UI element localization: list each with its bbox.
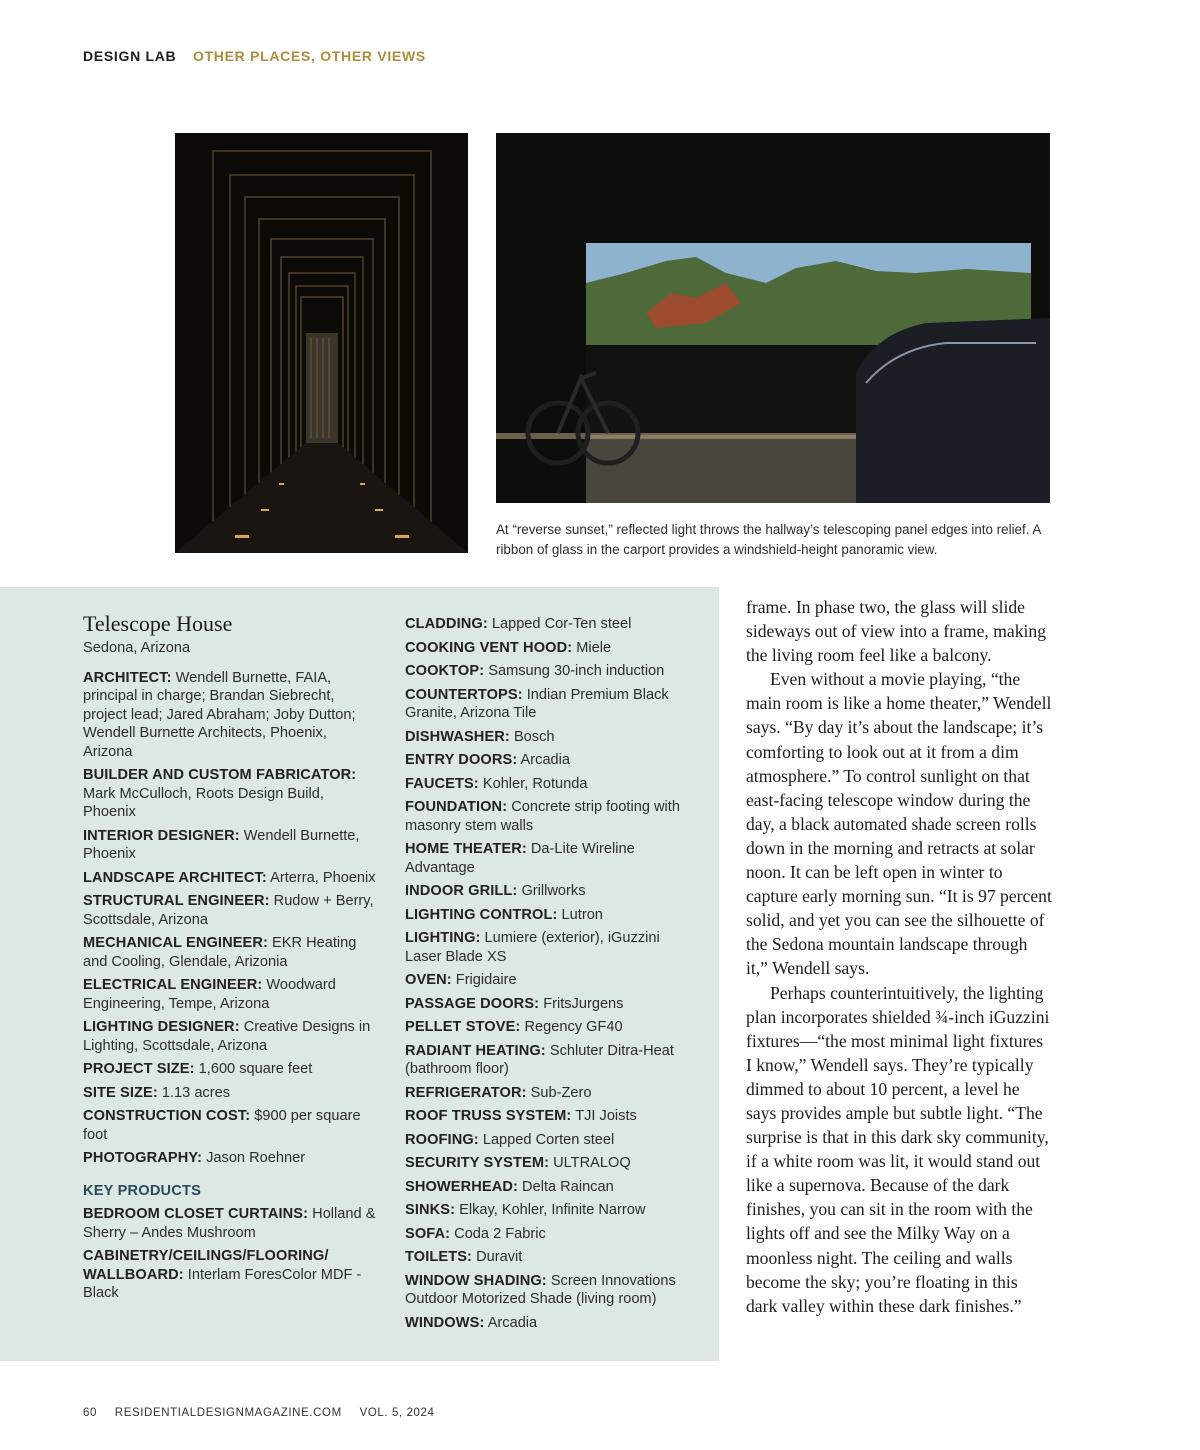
product-value: ULTRALOQ (553, 1155, 631, 1171)
product-entry (405, 882, 700, 901)
product-label: CABINETRY/CEILINGS/FLOORING/ WALLBOARD: (83, 1248, 329, 1283)
key-products-heading: KEY PRODUCTS (83, 1182, 202, 1199)
product-value: Schluter Ditra-Heat (bathroom floor) (405, 1042, 674, 1077)
product-label: LIGHTING CONTROL: (405, 906, 558, 923)
product-label: ROOFING: (405, 1131, 479, 1148)
credit-entry (83, 1149, 378, 1168)
product-label: SOFA: (405, 1225, 451, 1242)
body-paragraph: frame. In phase two, the glass will slide sideways out of view into a frame, making the living room feel like a balcony. (746, 597, 1046, 666)
product-label: ROOF TRUSS SYSTEM: (405, 1108, 572, 1124)
product-value: FritsJurgens (543, 995, 624, 1012)
credits-column (83, 610, 378, 1308)
product-entry (405, 1154, 700, 1173)
product-entry (405, 1131, 700, 1150)
product-value: TJI Joists (575, 1108, 637, 1124)
product-entry (405, 1042, 700, 1079)
product-label: PELLET STOVE: (405, 1019, 521, 1035)
product-entry (405, 798, 700, 835)
product-entry (405, 615, 700, 634)
credit-label: SITE SIZE: (83, 1084, 158, 1101)
products-column (405, 615, 700, 1337)
credit-label: ARCHITECT: (83, 669, 172, 686)
product-entry (405, 662, 700, 681)
product-entry (405, 1107, 700, 1126)
product-value: Arcadia (487, 1314, 538, 1331)
project-location: Sedona, Arizona (83, 640, 191, 656)
product-entry (405, 1314, 700, 1333)
credit-entry (83, 669, 378, 762)
product-value: Miele (576, 639, 612, 656)
product-value: Holland & Sherry – Andes Mushroom (83, 1206, 376, 1241)
product-entry (405, 1272, 700, 1309)
product-entry (405, 1178, 700, 1197)
credit-entry (83, 1018, 378, 1055)
photo-caption: At “reverse sunset,” reflected light throws the hallway’s telescoping panel edges into relief. A ribbon of glass in the carport provides a windshield-height panoramic view. (496, 522, 1041, 557)
product-label: INDOOR GRILL: (405, 883, 518, 899)
credit-label: LANDSCAPE ARCHITECT: (83, 869, 267, 886)
product-entry (405, 995, 700, 1014)
product-label: ENTRY DOORS: (405, 752, 518, 768)
product-label: REFRIGERATOR: (405, 1084, 527, 1101)
credit-value: Woodward Engineering, Tempe, Arizona (83, 977, 336, 1012)
product-label: FOUNDATION: (405, 799, 508, 815)
subsection-label: OTHER PLACES, OTHER VIEWS (192, 48, 426, 64)
credit-value: Wendell Burnette, FAIA, principal in charge; Brandan Siebrecht, project lead; Jared Abraham; Joby Dutton; Wendell Burnette Architects, Phoenix, Arizona (83, 669, 356, 760)
product-entry (405, 1248, 700, 1267)
product-value: Grillworks (521, 883, 586, 899)
credit-entry (83, 827, 378, 864)
product-label: PASSAGE DOORS: (405, 995, 540, 1012)
product-entry (405, 971, 700, 990)
product-entry (405, 751, 700, 770)
credit-label: MECHANICAL ENGINEER: (83, 935, 268, 951)
product-entry (405, 929, 700, 966)
product-value: Bosch (513, 728, 555, 745)
product-entry (405, 686, 700, 723)
credit-label: BUILDER AND CUSTOM FABRICATOR: (83, 767, 357, 783)
product-entry (405, 840, 700, 877)
product-value: Delta Raincan (522, 1178, 614, 1195)
credit-entry (83, 934, 378, 971)
product-label: TOILETS: (405, 1249, 473, 1265)
credit-label: CONSTRUCTION COST: (83, 1108, 251, 1124)
running-header (83, 48, 426, 64)
product-label: OVEN: (405, 972, 452, 988)
credit-label: PROJECT SIZE: (83, 1061, 195, 1077)
credit-label: LIGHTING DESIGNER: (83, 1019, 240, 1035)
credit-value: Wendell Burnette, Phoenix (83, 827, 360, 862)
product-label: COOKING VENT HOOD: (405, 639, 573, 656)
product-value: Kohler, Rotunda (482, 775, 588, 792)
product-entry (405, 1225, 700, 1244)
hallway-photo (175, 133, 468, 553)
product-label: FAUCETS: (405, 775, 479, 792)
product-entry (405, 1201, 700, 1220)
credit-label: STRUCTURAL ENGINEER: (83, 893, 270, 909)
credit-label: PHOTOGRAPHY: (83, 1150, 203, 1166)
credit-entry (83, 1107, 378, 1144)
product-value: Regency GF40 (524, 1019, 623, 1035)
product-value: Elkay, Kohler, Infinite Narrow (459, 1202, 646, 1218)
product-value: Lumiere (exterior), iGuzzini Laser Blade XS (405, 930, 660, 965)
product-value: Lutron (561, 906, 603, 923)
product-entry (405, 906, 700, 925)
product-value: Screen Innovations Outdoor Motorized Shade (living room) (405, 1272, 676, 1307)
product-entry (405, 728, 700, 747)
credit-value: Jason Roehner (206, 1150, 306, 1166)
carport-photo (496, 133, 1050, 503)
credit-value: $900 per square foot (83, 1108, 361, 1143)
product-value: Concrete strip footing with masonry stem walls (405, 799, 680, 834)
credit-entry (83, 976, 378, 1013)
project-title: Telescope House (83, 611, 233, 636)
product-entry (405, 639, 700, 658)
product-label: DISHWASHER: (405, 728, 510, 745)
credit-entry (83, 869, 378, 888)
product-value: Lapped Cor-Ten steel (491, 616, 632, 632)
credit-entry (83, 892, 378, 929)
page-number: 60 (83, 1407, 97, 1419)
product-value: Samsung 30-inch induction (488, 663, 665, 679)
product-label: COOKTOP: (405, 663, 485, 679)
credit-entry (83, 1060, 378, 1079)
product-entry (405, 1018, 700, 1037)
product-value: Arcadia (520, 752, 571, 768)
product-label: BEDROOM CLOSET CURTAINS: (83, 1206, 309, 1222)
body-paragraph: Even without a movie playing, “the main room is like a home theater,” Wendell says. “By day it’s about the landscape; it’s comforting to look out at it from a dim atmosphere.” To control sunlight on that east-facing telescope window during the day, a black automated shade screen rolls down in the morning and retracts at solar noon. It can be left open in winter to capture early morning sun. “It is 97 percent solid, and yet you can see the silhouette of the Sedona mountain landscape through it,” Wendell says. (746, 669, 1052, 979)
credit-entry (83, 766, 378, 822)
product-label: WINDOWS: (405, 1314, 485, 1331)
credit-value: Creative Designs in Lighting, Scottsdale, Arizona (83, 1019, 371, 1054)
product-entry (405, 775, 700, 794)
page-footer (83, 1407, 449, 1419)
credit-value: Arterra, Phoenix (270, 869, 376, 886)
product-label: COUNTERTOPS: (405, 686, 523, 703)
product-label: SHOWERHEAD: (405, 1178, 518, 1195)
issue-label: VOL. 5, 2024 (359, 1407, 435, 1419)
credit-value: EKR Heating and Cooling, Glendale, Arizonia (83, 935, 357, 970)
product-value: Lapped Corten steel (482, 1131, 615, 1148)
credit-value: 1.13 acres (161, 1084, 231, 1101)
article-body (746, 595, 1052, 1318)
product-value: Coda 2 Fabric (454, 1225, 546, 1242)
product-value: Indian Premium Black Granite, Arizona Tile (405, 686, 669, 721)
product-value: Da-Lite Wireline Advantage (405, 841, 635, 876)
section-label: DESIGN LAB (83, 48, 177, 64)
body-paragraph: Perhaps counterintuitively, the lighting plan incorporates shielded ¾-inch iGuzzini fixtures—“the most minimal light fixtures I know,” Wendell says. They’re typically dimmed to about 10 percent, a level he says provides ample but subtle light. “The surprise is that in this dark sky community, if a white room was lit, it would stand out like a supernova. Because of the dark finishes, you can sit in the room with the lights off and see the Milky Way on a moonless night. The ceiling and walls become the sky; you’re floating in this dark valley within these dark finishes.” (746, 982, 1050, 1316)
credit-entry (83, 1084, 378, 1103)
product-value: Sub-Zero (530, 1084, 592, 1101)
site-url: RESIDENTIALDESIGNMAGAZINE.COM (114, 1407, 342, 1419)
product-label: WINDOW SHADING: (405, 1272, 547, 1289)
product-label: SECURITY SYSTEM: (405, 1155, 550, 1171)
credit-value: Rudow + Berry, Scottsdale, Arizona (83, 893, 374, 928)
product-label: SINKS: (405, 1202, 456, 1218)
product-value: Interlam ForesColor MDF - Black (83, 1266, 362, 1301)
product-entry (83, 1205, 378, 1242)
product-value: Frigidaire (455, 972, 517, 988)
product-label: HOME THEATER: (405, 841, 527, 857)
credit-value: 1,600 square feet (198, 1061, 313, 1077)
credit-label: INTERIOR DESIGNER: (83, 827, 240, 844)
product-label: LIGHTING: (405, 930, 481, 946)
credit-label: ELECTRICAL ENGINEER: (83, 977, 263, 993)
product-entry (405, 1084, 700, 1103)
credit-value: Mark McCulloch, Roots Design Build, Phoenix (83, 785, 324, 820)
product-entry (83, 1247, 378, 1303)
product-value: Duravit (476, 1249, 523, 1265)
product-label: RADIANT HEATING: (405, 1042, 546, 1059)
product-label: CLADDING: (405, 616, 488, 632)
